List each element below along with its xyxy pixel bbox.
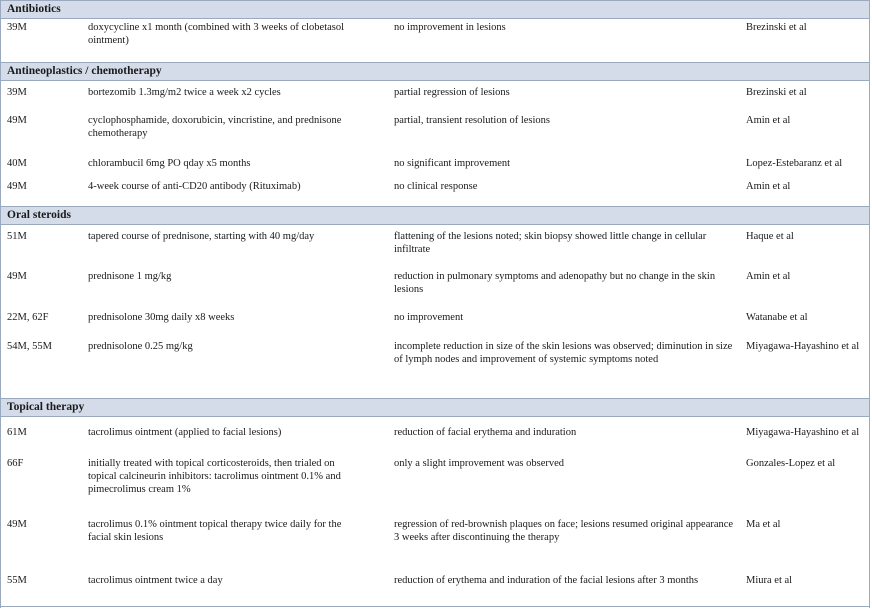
patient-cell: 49M <box>7 271 27 282</box>
outcome-cell: reduction of facial erythema and induration <box>394 427 577 438</box>
patient-cell: 66F <box>7 458 24 469</box>
section-header-topical-therapy: Topical therapy <box>0 398 870 417</box>
treatment-cell: initially treated with topical corticosteroids, then trialed on topical calcineurin inhibitors: tacrolimus ointment 0.1% and pimecrolimus cream 1% <box>88 458 341 495</box>
section-header-antineoplastics: Antineoplastics / chemotherapy <box>0 62 870 81</box>
reference-cell: Lopez-Estebaranz et al <box>746 158 843 169</box>
reference-cell: Haque et al <box>746 231 794 242</box>
outcome-cell: only a slight improvement was observed <box>394 458 565 469</box>
treatment-cell: prednisone 1 mg/kg <box>88 271 172 282</box>
reference-cell: Brezinski et al <box>746 22 807 33</box>
reference-cell: Ma et al <box>746 519 781 530</box>
patient-cell: 39M <box>7 22 27 33</box>
treatment-cell: tacrolimus ointment (applied to facial lesions) <box>88 427 282 438</box>
treatment-cell: tacrolimus 0.1% ointment topical therapy twice daily for the facial skin lesions <box>88 519 342 543</box>
treatment-cell: cyclophosphamide, doxorubicin, vincristine, and prednisone chemotherapy <box>88 115 342 139</box>
patient-cell: 39M <box>7 87 27 98</box>
treatment-cell: 4-week course of anti-CD20 antibody (Rituximab) <box>88 181 301 192</box>
patient-cell: 49M <box>7 519 27 530</box>
reference-cell: Miyagawa-Hayashino et al <box>746 427 860 438</box>
patient-cell: 61M <box>7 427 27 438</box>
patient-cell: 22M, 62F <box>7 312 49 323</box>
outcome-cell: no improvement <box>394 312 464 323</box>
patient-cell: 54M, 55M <box>7 341 52 352</box>
treatment-cell: tapered course of prednisone, starting with 40 mg/day <box>88 231 315 242</box>
reference-cell: Watanabe et al <box>746 312 808 323</box>
patient-cell: 40M <box>7 158 27 169</box>
treatment-cell: doxycycline x1 month (combined with 3 weeks of clobetasol ointment) <box>88 22 345 46</box>
section-header-oral-steroids: Oral steroids <box>0 206 870 225</box>
outcome-cell: partial, transient resolution of lesions <box>394 115 551 126</box>
outcome-cell: incomplete reduction in size of the skin lesions was observed; diminution in size of lymph nodes and improvement of systemic symptoms noted <box>394 341 733 365</box>
outcome-cell: reduction in pulmonary symptoms and adenopathy but no change in the skin lesions <box>394 271 716 295</box>
reference-cell: Gonzales-Lopez et al <box>746 458 836 469</box>
outcome-cell: flattening of the lesions noted; skin biopsy showed little change in cellular infiltrate <box>394 231 707 255</box>
section-header-antibiotics: Antibiotics <box>0 0 870 19</box>
reference-cell: Miura et al <box>746 575 793 586</box>
reference-cell: Brezinski et al <box>746 87 807 98</box>
table-border-bottom <box>0 606 870 607</box>
reference-cell: Amin et al <box>746 115 791 126</box>
reference-cell: Amin et al <box>746 181 791 192</box>
treatment-cell: bortezomib 1.3mg/m2 twice a week x2 cycles <box>88 87 281 98</box>
treatment-cell: prednisolone 0.25 mg/kg <box>88 341 193 352</box>
patient-cell: 49M <box>7 115 27 126</box>
table-border-left <box>0 0 1 608</box>
patient-cell: 55M <box>7 575 27 586</box>
outcome-cell: no clinical response <box>394 181 478 192</box>
outcome-cell: no significant improvement <box>394 158 511 169</box>
treatment-cell: prednisolone 30mg daily x8 weeks <box>88 312 235 323</box>
reference-cell: Miyagawa-Hayashino et al <box>746 341 860 352</box>
outcome-cell: reduction of erythema and induration of the facial lesions after 3 months <box>394 575 699 586</box>
patient-cell: 51M <box>7 231 27 242</box>
treatment-cell: tacrolimus ointment twice a day <box>88 575 223 586</box>
outcome-cell: no improvement in lesions <box>394 22 506 33</box>
patient-cell: 49M <box>7 181 27 192</box>
outcome-cell: regression of red-brownish plaques on face; lesions resumed original appearance 3 weeks after discontinuing the therapy <box>394 519 734 543</box>
reference-cell: Amin et al <box>746 271 791 282</box>
outcome-cell: partial regression of lesions <box>394 87 510 98</box>
table-border-right <box>869 0 870 608</box>
treatment-cell: chlorambucil 6mg PO qday x5 months <box>88 158 251 169</box>
